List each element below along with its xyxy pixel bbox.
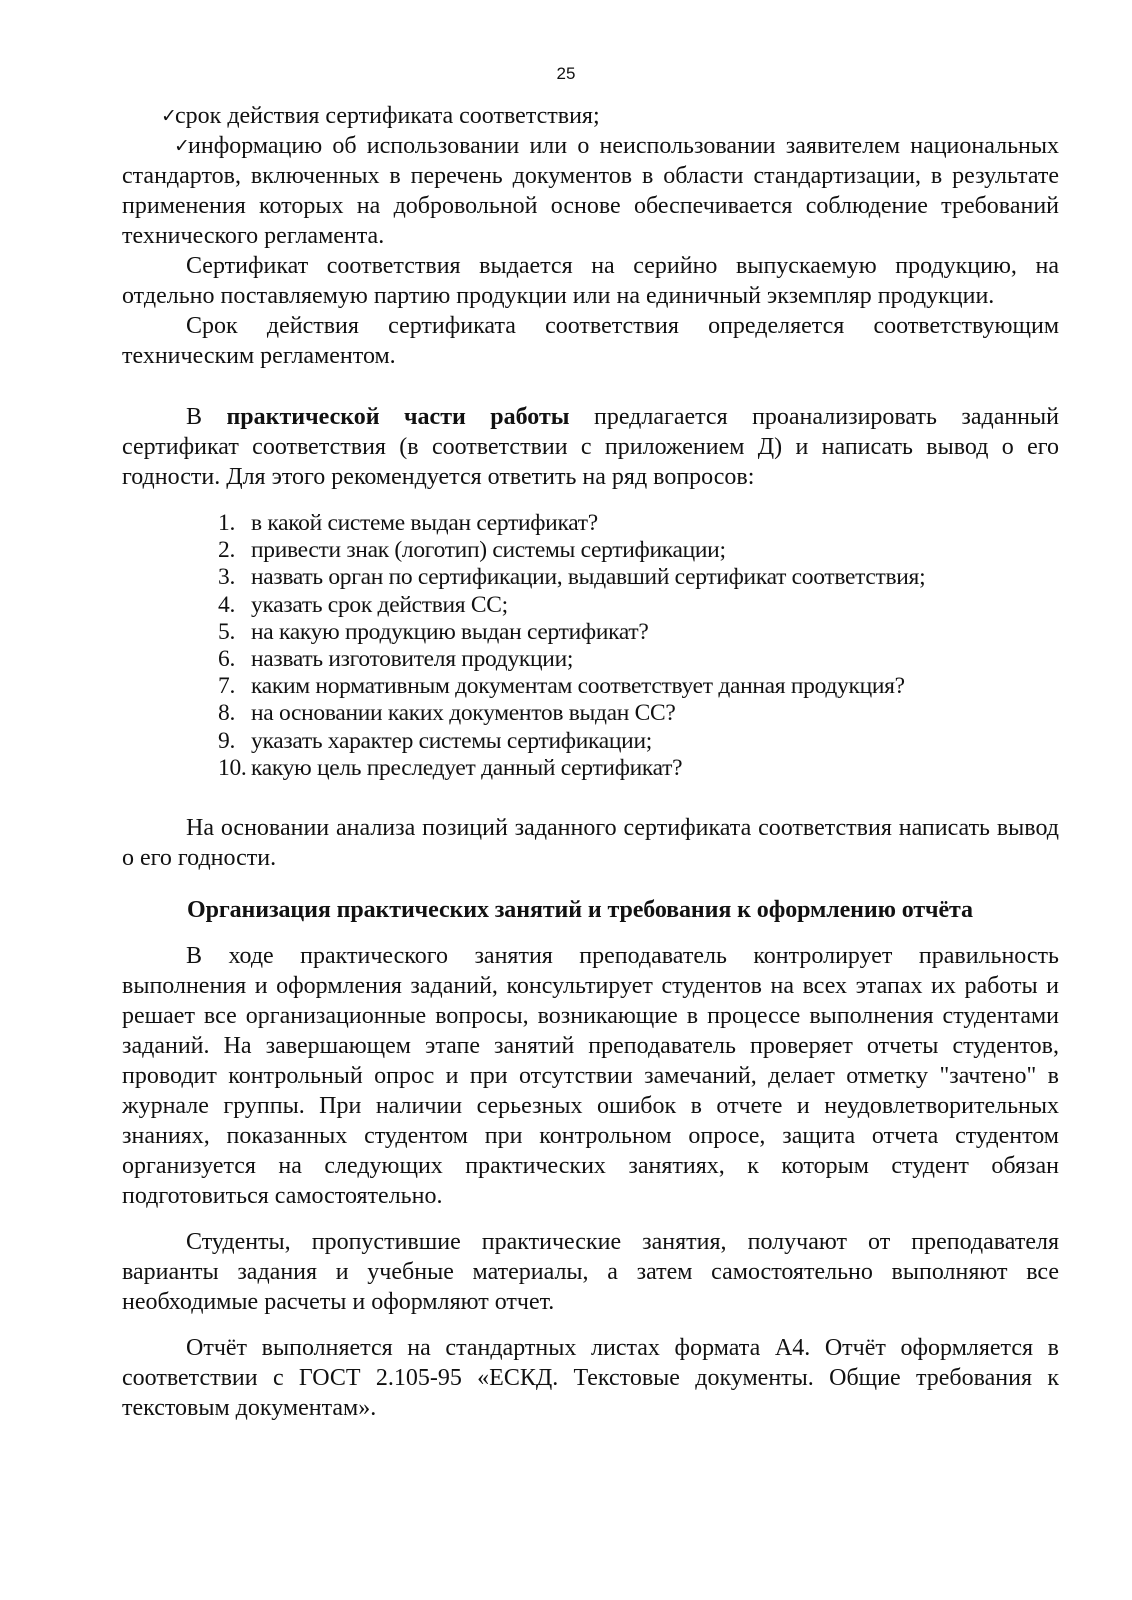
bullet-item <box>122 131 1059 251</box>
list-item: 5. на какую продукцию выдан сертификат? <box>218 618 649 645</box>
bullet-text: информацию об использовании или о неиспользовании заявителем национальных стандартов, включенных в перечень документов в области стандартизации, в результате применения которых на добровольной основе обеспечивается соблюдение требований технического регламента. <box>122 133 1059 249</box>
bullet-item <box>122 101 1059 131</box>
checkmark-icon: ✓ <box>161 105 177 127</box>
list-item: 10. какую цель преследует данный сертификат? <box>218 754 683 781</box>
section-heading: Организация практических занятий и требования к оформлению отчёта <box>187 897 973 924</box>
paragraph-practical: В практической части работы предлагается проанализировать заданный сертификат соответствия (в соответствии с приложением Д) и написать вывод о его годности. Для этого рекомендуется ответить на ряд вопросов: <box>122 404 1059 490</box>
list-item: 2. привести знак (логотип) системы сертификации; <box>218 537 726 564</box>
checkmark-icon: ✓ <box>174 135 190 157</box>
questions-list <box>122 510 1059 782</box>
bullet-text: срок действия сертификата соответствия; <box>175 103 600 129</box>
list-item: 8. на основании каких документов выдан СС? <box>218 700 676 727</box>
page-content <box>122 101 1059 1423</box>
paragraph: Сертификат соответствия выдается на серийно выпускаемую продукцию, на отдельно поставляемую партию продукции или на единичный экземпляр продукции. <box>122 253 1059 309</box>
list-item: 6. назвать изготовителя продукции; <box>218 646 574 673</box>
list-item: 7. каким нормативным документам соответствует данная продукция? <box>218 673 905 700</box>
list-item: 4. указать срок действия СС; <box>218 591 508 618</box>
page-number: 25 <box>556 64 576 83</box>
paragraph: Студенты, пропустившие практические занятия, получают от преподавателя варианты задания и учебные материалы, а затем самостоятельно выполняют все необходимые расчеты и оформляют отчет. <box>122 1229 1059 1316</box>
bold-phrase: практической части работы <box>226 404 570 430</box>
list-item: 1. в какой системе выдан сертификат? <box>218 510 598 536</box>
paragraph: Отчёт выполняется на стандартных листах формата А4. Отчёт оформляется в соответствии с ГОСТ 2.105-95 «ЕСКД. Текстовые документы. Общие требования к текстовым документам». <box>122 1335 1059 1422</box>
paragraph: В ходе практического занятия преподаватель контролирует правильность выполнения и оформления заданий, консультирует студентов на всех этапах их работы и решает все организационные вопросы, возникающие в процессе выполнения студентами заданий. На завершающем этапе занятий преподаватель проверяет отчеты студентов, проводит контрольный опрос и при отсутствии замечаний, делает отметку "зачтено" в журнале группы. При наличии серьезных ошибок в отчете и неудовлетворительных знаниях, показанных студентом при контрольном опросе, защита отчета студентом организуется на следующих практических занятиях, к которым студент обязан подготовиться самостоятельно. <box>122 943 1059 1210</box>
paragraph: Срок действия сертификата соответствия определяется соответствующим техническим регламентом. <box>122 313 1059 369</box>
paragraph: На основании анализа позиций заданного сертификата соответствия написать вывод о его годности. <box>122 815 1059 872</box>
list-item: 3. назвать орган по сертификации, выдавший сертификат соответствия; <box>218 564 926 591</box>
list-item: 9. указать характер системы сертификации; <box>218 727 652 754</box>
